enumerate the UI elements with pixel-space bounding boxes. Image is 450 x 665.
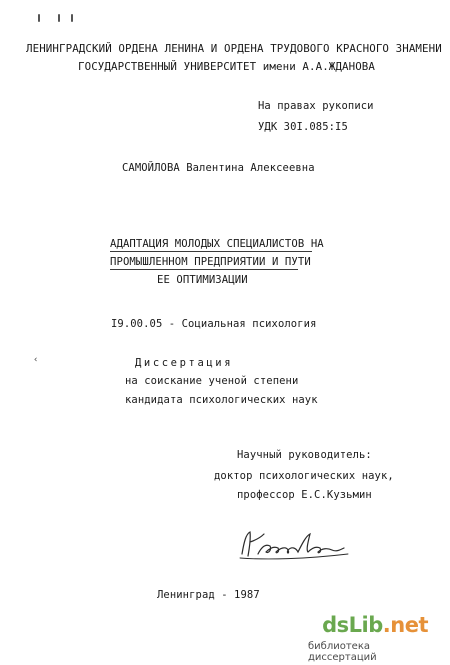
title-underline [110,269,298,270]
dissertation-title-line-1: АДАПТАЦИЯ МОЛОДЫХ СПЕЦИАЛИСТОВ НА [110,238,324,250]
degree-line-1: на соискание ученой степени [125,375,299,387]
watermark-logo-tld: .net [382,613,428,637]
rights-notice: На правах рукописи [258,100,374,112]
scan-mark [71,14,73,22]
degree-line-2: кандидата психологических наук [125,394,318,406]
handwritten-signature-icon [236,524,356,562]
watermark-logo [322,613,428,637]
watermark [308,613,438,663]
author-name: САМОЙЛОВА Валентина Алексеевна [122,162,315,174]
dissertation-title-line-2: ПРОМЫШЛЕННОМ ПРЕДПРИЯТИИ И ПУТИ [110,256,311,268]
city-and-year: Ленинград - 1987 [157,589,260,601]
document-type-label: Диссертация [135,357,234,369]
dissertation-title-line-3: ЕЕ ОПТИМИЗАЦИИ [157,274,248,286]
supervisor-degree: доктор психологических наук, [214,470,394,482]
title-underline [110,251,312,252]
watermark-subtitle: библиотека диссертаций [308,641,377,663]
udk-code: УДК 30I.085:I5 [258,121,348,133]
scan-mark [58,14,60,22]
organization-line-2: ГОСУДАРСТВЕННЫЙ УНИВЕРСИТЕТ имени А.А.ЖДАНОВА [78,60,376,73]
supervisor-name: профессор Е.С.Кузьмин [237,489,372,501]
supervisor-heading: Научный руководитель: [237,449,372,461]
specialty-code: I9.00.05 - Социальная психология [111,318,317,330]
margin-mark: ‹ [33,355,39,365]
organization-line-1: ЛЕНИНГРАДСКИЙ ОРДЕНА ЛЕНИНА И ОРДЕНА ТРУДОВОГО КРАСНОГО ЗНАМЕНИ [26,42,442,55]
watermark-logo-main: dsLib [322,613,383,637]
scan-mark [38,14,40,22]
